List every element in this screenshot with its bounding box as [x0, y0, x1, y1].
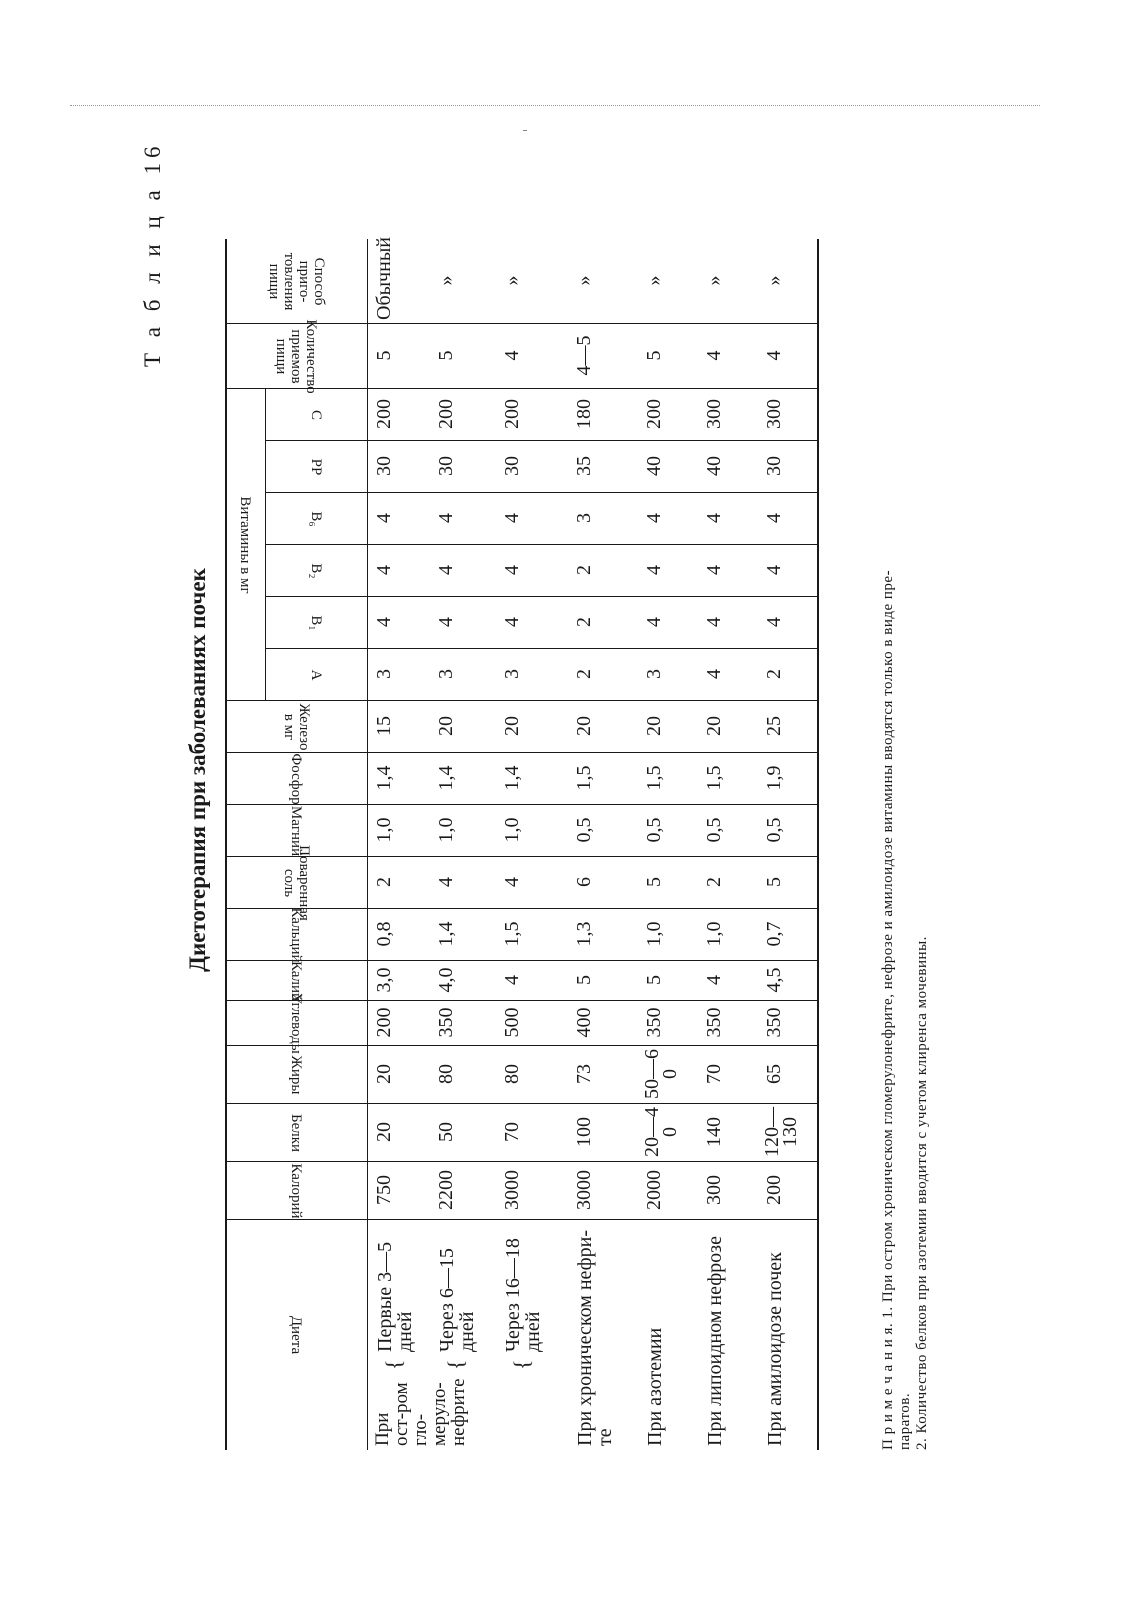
header-vit-pp-text: PP — [308, 458, 325, 476]
cell-b1: 4 — [763, 617, 785, 627]
header-potassium — [225, 961, 367, 1001]
cell-fat: 80 — [501, 1064, 523, 1084]
table-number: Т а б л и ц а 16 — [140, 141, 165, 367]
cell-b6: 4 — [703, 513, 725, 523]
header-vit-a-text: A — [308, 669, 325, 681]
cell-fe: 20 — [573, 716, 595, 736]
header-carbs — [225, 993, 367, 1054]
cell-cook: » — [703, 275, 725, 286]
diet-label: При амилоидозе почек — [764, 1252, 786, 1446]
cell-b1: 4 — [703, 617, 725, 627]
cell-meals: 4 — [703, 350, 725, 361]
cell-b1: 2 — [573, 617, 595, 627]
cell-b6: 4 — [763, 513, 785, 523]
cell-b1: 4 — [643, 617, 665, 627]
header-magnesium — [225, 805, 367, 857]
cell-b6: 4 — [373, 513, 395, 523]
header-proteins — [225, 1104, 367, 1162]
cell-meals: 5 — [643, 350, 665, 361]
cell-mg: 1,0 — [435, 817, 457, 843]
cell-b1: 4 — [501, 617, 523, 627]
cell-fe: 25 — [763, 716, 785, 736]
header-salt — [225, 845, 367, 921]
diet-label: При липоидном нефрозе — [704, 1236, 726, 1446]
cell-prot: 20 — [373, 1122, 395, 1142]
header-calories-text: Калорий — [288, 1163, 305, 1219]
cell-pp: 40 — [703, 456, 725, 476]
cell-fat: 65 — [763, 1064, 785, 1084]
cell-a: 3 — [643, 669, 665, 679]
cell-prot: 20—40 — [641, 1107, 681, 1157]
cell-carb: 200 — [373, 1007, 395, 1038]
cell-pp: 30 — [373, 456, 395, 476]
cell-meals: 4 — [763, 350, 785, 361]
cell-b6: 4 — [435, 513, 457, 523]
cell-ca: 1,5 — [501, 921, 523, 947]
cell-ca: 1,3 — [573, 921, 595, 947]
header-fats-text: Жиры — [288, 1055, 305, 1095]
cell-b2: 4 — [501, 565, 523, 575]
cell-b6: 4 — [643, 513, 665, 523]
cell-mg: 0,5 — [703, 817, 725, 843]
cell-a: 2 — [763, 669, 785, 679]
header-vit-b2 — [265, 545, 367, 597]
cell-cook: » — [501, 275, 523, 286]
header-carbs-text: Углеводы — [288, 993, 305, 1054]
header-calcium-text: Кальций — [288, 907, 305, 963]
header-vit-b1-text: B₁ — [308, 615, 325, 631]
cell-fat: 80 — [435, 1064, 457, 1084]
cell-b2: 4 — [643, 565, 665, 575]
cell-ca: 0,8 — [373, 921, 395, 947]
cell-b2: 4 — [373, 565, 395, 575]
header-vit-b6 — [265, 493, 367, 545]
header-phosphorus-text: Фосфор — [288, 753, 305, 805]
header-diet — [225, 1220, 367, 1450]
cell-prot: 50 — [435, 1122, 457, 1142]
cell-fe: 20 — [501, 716, 523, 736]
cell-k: 4,5 — [763, 967, 785, 993]
header-fats — [225, 1046, 367, 1104]
header-vit-b2-text: B₂ — [308, 563, 325, 579]
cell-c: 200 — [373, 399, 395, 429]
cell-k: 3,0 — [373, 967, 395, 993]
cell-carb: 350 — [435, 1007, 457, 1038]
cell-mg: 0,5 — [573, 817, 595, 843]
cell-p: 1,4 — [501, 765, 523, 791]
header-vit-b6-text: B₆ — [308, 511, 325, 527]
cell-salt: 5 — [763, 877, 785, 887]
cell-meals: 5 — [373, 350, 395, 361]
cell-mg: 1,0 — [373, 817, 395, 843]
cell-a: 3 — [435, 669, 457, 679]
cell-p: 1,4 — [373, 765, 395, 791]
cell-ca: 1,0 — [703, 921, 725, 947]
table-header-rule — [367, 239, 368, 1450]
cell-fe: 20 — [435, 716, 457, 736]
header-meals-text: Количество приемов пищи — [273, 319, 320, 394]
cell-b2: 4 — [435, 565, 457, 575]
cell-k: 4,0 — [435, 967, 457, 993]
brace-icon: { — [509, 1359, 534, 1370]
cell-cook: » — [643, 275, 665, 286]
cell-ca: 0,7 — [763, 921, 785, 947]
cell-mg: 0,5 — [643, 817, 665, 843]
diet-label: При хроническом нефри-те — [574, 1230, 616, 1446]
cell-fe: 20 — [643, 716, 665, 736]
cell-b6: 3 — [573, 513, 595, 523]
cell-fe: 15 — [373, 716, 395, 736]
cell-cook: » — [763, 275, 785, 286]
cell-salt: 4 — [501, 877, 523, 887]
diet-table — [225, 190, 845, 1450]
table-title: Диетотерапия при заболеваниях почек — [185, 568, 210, 972]
header-cooking — [225, 239, 367, 324]
cell-salt: 2 — [703, 877, 725, 887]
cell-cal: 2000 — [643, 1170, 665, 1210]
cell-b1: 4 — [435, 617, 457, 627]
cell-pp: 40 — [643, 456, 665, 476]
cell-fat: 50—60 — [641, 1049, 681, 1099]
cell-c: 180 — [573, 399, 595, 429]
cell-prot: 70 — [501, 1122, 523, 1142]
cell-p: 1,5 — [643, 765, 665, 791]
cell-salt: 4 — [435, 877, 457, 887]
cell-cal: 3000 — [573, 1170, 595, 1210]
cell-b2: 4 — [703, 565, 725, 575]
cell-a: 2 — [573, 669, 595, 679]
cell-b1: 4 — [373, 617, 395, 627]
cell-cal: 300 — [703, 1175, 725, 1205]
cell-c: 200 — [435, 399, 457, 429]
cell-carb: 500 — [501, 1007, 523, 1038]
cell-b2: 2 — [573, 565, 595, 575]
cell-cook: » — [573, 275, 595, 286]
cell-salt: 5 — [643, 877, 665, 887]
cell-fat: 20 — [373, 1064, 395, 1084]
cell-cal: 200 — [763, 1175, 785, 1205]
cell-k: 5 — [643, 975, 665, 985]
cell-c: 200 — [501, 399, 523, 429]
header-cooking-text: Способ приго-товления пищи — [266, 252, 327, 311]
cell-a: 4 — [703, 669, 725, 679]
header-vit-c-text: C — [308, 409, 325, 420]
note-line-3: 2. Количество белков при азотемии вводится с учетом клиренса мочевины. — [914, 936, 930, 1450]
cell-salt: 2 — [373, 877, 395, 887]
cell-k: 4 — [501, 975, 523, 985]
cell-cook: » — [435, 275, 457, 286]
header-calories — [225, 1162, 367, 1220]
cell-prot: 140 — [703, 1117, 725, 1147]
cell-p: 1,5 — [573, 765, 595, 791]
header-iron-text: Железо в мг — [281, 703, 312, 751]
cell-carb: 350 — [763, 1007, 785, 1038]
table-notes — [880, 170, 931, 1450]
cell-prot: 100 — [573, 1117, 595, 1147]
cell-a: 3 — [373, 669, 395, 679]
table-bottom-rule — [817, 239, 819, 1450]
header-meals — [225, 319, 367, 394]
header-vit-c — [265, 389, 367, 441]
header-vit-pp — [265, 441, 367, 493]
diet-label: Через 16—18 дней — [502, 1238, 544, 1352]
cell-p: 1,9 — [763, 765, 785, 791]
brace-icon: { — [381, 1359, 406, 1370]
cell-salt: 6 — [573, 877, 595, 887]
cell-carb: 350 — [703, 1007, 725, 1038]
header-phosphorus — [225, 753, 367, 805]
cell-b6: 4 — [501, 513, 523, 523]
header-proteins-text: Белки — [288, 1113, 305, 1153]
cell-p: 1,5 — [703, 765, 725, 791]
cell-mg: 1,0 — [501, 817, 523, 843]
cell-b2: 4 — [763, 565, 785, 575]
cell-pp: 30 — [501, 456, 523, 476]
header-salt-text: Поваренная соль — [281, 845, 312, 921]
note-line-2: паратов. — [897, 1392, 913, 1450]
diet-label: При азотемии — [644, 1327, 666, 1446]
header-iron — [225, 701, 367, 753]
cell-k: 4 — [703, 975, 725, 985]
cell-fat: 73 — [573, 1064, 595, 1084]
header-potassium-text: Калий — [288, 960, 305, 1002]
cell-pp: 35 — [573, 456, 595, 476]
header-magnesium-text: Магний — [288, 805, 305, 857]
cell-cook: Обычный — [373, 237, 395, 320]
diet-label: Через 6—15 дней — [436, 1248, 478, 1352]
cell-cal: 3000 — [501, 1170, 523, 1210]
header-vit-b1 — [265, 597, 367, 649]
header-vitamins-group-text: Витамины в мг — [237, 496, 254, 594]
cell-ca: 1,0 — [643, 921, 665, 947]
cell-fe: 20 — [703, 716, 725, 736]
cell-carb: 350 — [643, 1007, 665, 1038]
cell-prot: 120—130 — [761, 1107, 801, 1157]
cell-c: 300 — [703, 399, 725, 429]
cell-fat: 70 — [703, 1064, 725, 1084]
brace-icon: { — [443, 1359, 468, 1370]
cell-ca: 1,4 — [435, 921, 457, 947]
cell-pp: 30 — [763, 456, 785, 476]
cell-k: 5 — [573, 975, 595, 985]
cell-cal: 2200 — [435, 1170, 457, 1210]
header-vit-a — [265, 649, 367, 701]
cell-meals: 4—5 — [573, 335, 595, 376]
cell-cal: 750 — [373, 1175, 395, 1205]
cell-meals: 4 — [501, 350, 523, 361]
header-vitamins-group — [225, 389, 265, 701]
diet-label: Первые 3—5 дней — [374, 1241, 416, 1352]
cell-mg: 0,5 — [763, 817, 785, 843]
note-line-1: П р и м е ч а н и я. 1. При остром хроническом гломерулонефрите, нефрозе и амилоидозе витамины вводятся только в виде пре- — [880, 569, 896, 1450]
cell-c: 300 — [763, 399, 785, 429]
diet-group-label: При ост-ром гло-меруло-нефрите — [372, 1378, 469, 1446]
cell-a: 3 — [501, 669, 523, 679]
cell-carb: 400 — [573, 1007, 595, 1038]
cell-c: 200 — [643, 399, 665, 429]
cell-meals: 5 — [435, 350, 457, 361]
header-diet-text: Диета — [288, 1315, 305, 1355]
cell-p: 1,4 — [435, 765, 457, 791]
cell-pp: 30 — [435, 456, 457, 476]
